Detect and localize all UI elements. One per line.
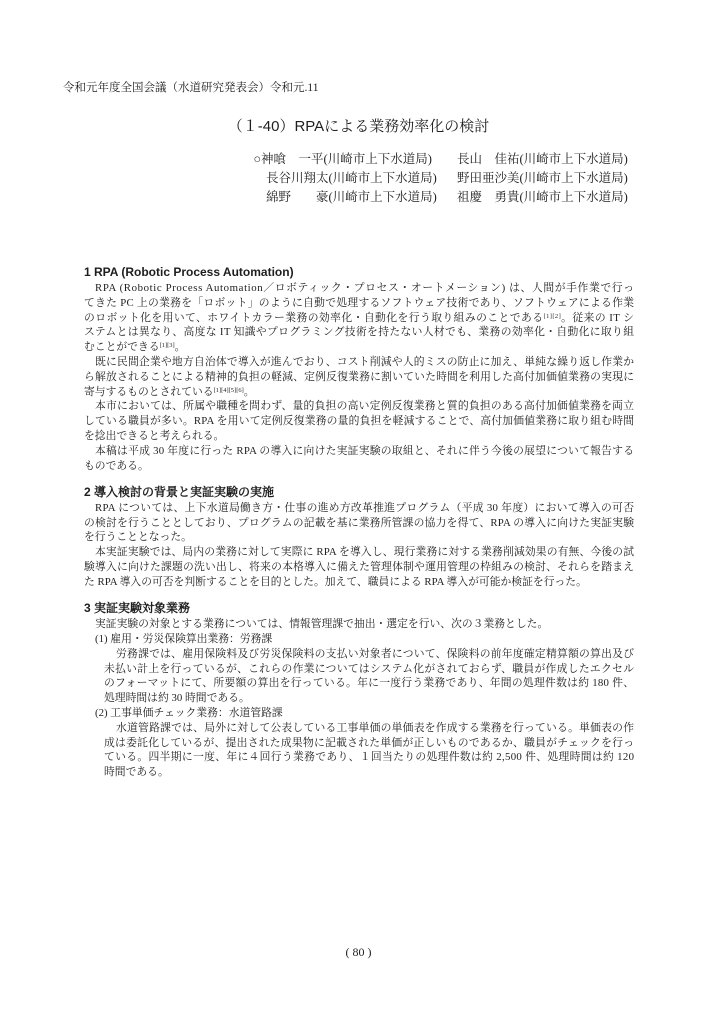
- author-name: 長谷川翔太(川崎市上下水道局): [266, 171, 437, 185]
- line-text: ている。四半期に一度、年に４回行う業務であり、１回当たりの処理件数は約 2,500 件、処理時間は約 120: [104, 751, 635, 764]
- body-text-line: [84, 617, 634, 632]
- author-name: 野田亜沙美(川崎市上下水道局): [457, 171, 628, 185]
- line-text: 時間である。: [104, 766, 169, 779]
- paragraph: [84, 399, 634, 443]
- line-text: 本稿は平成 30 年度に行った RPA の導入に向けた実証実験の取組と、それに伴う今後の展望について報告する: [95, 444, 635, 457]
- list-item: [84, 632, 634, 706]
- author-name: 綿野 豪(川崎市上下水道局): [266, 190, 437, 204]
- body-text-line: [84, 676, 634, 691]
- author-name: 祖慶 勇貴(川崎市上下水道局): [457, 190, 628, 204]
- section-heading: 2 導入検討の背景と実証実験の実施: [84, 484, 275, 499]
- body-text-line: [84, 459, 634, 474]
- line-text: 本実証実験では、局内の業務に対して実際に RPA を導入し、現行業務に対する業務削減効果の有無、今後の試: [95, 546, 635, 559]
- paragraph: [84, 281, 634, 355]
- citation-superscript: [1][3]: [159, 341, 175, 349]
- text-segment: 。: [174, 341, 186, 354]
- text-segment: のロボット化を用いて、ホワイトカラー業務の効率化・自動化を行う取り組みのことである: [84, 311, 544, 324]
- page-number: ( 80 ): [345, 945, 372, 959]
- line-text: た RPA 導入の可否を判断することを目的とした。加えて、職員による RPA 導入が可能か検証を行った。: [84, 575, 587, 588]
- paragraph: [84, 545, 634, 589]
- text-segment: 寄与するものとされている: [84, 385, 214, 398]
- line-text: ステムとは異なり、高度な IT 知識やプログラミング技術を持たない人材でも、業務の効率化・自動化に取り組: [84, 326, 635, 339]
- body-text-line: [84, 370, 634, 385]
- list-item-label: (1) 雇用・労災保険算出業務：労務課: [95, 632, 273, 645]
- line-text: ものである。: [84, 459, 149, 472]
- body-text-line: [84, 647, 634, 662]
- text-segment: 。: [243, 385, 255, 398]
- body-text-line: [84, 325, 634, 340]
- line-text: の検討を行うこととしており、プログラムの記載を基に業務所管課の協力を得て、RPA の導入に向けた実証実験: [84, 516, 635, 529]
- paragraph: [84, 617, 634, 632]
- body-text-line: [84, 691, 634, 706]
- body-text-line: [84, 662, 634, 677]
- body-text-line: [84, 414, 634, 429]
- line-text: のフォーマットにて、所要額の算出を行っている。年に一度行う業務であり、年間の処理件数は約 180 件、: [104, 677, 635, 690]
- section-heading: 3 実証実験対象業務: [84, 601, 191, 616]
- section-heading: 1 RPA (Robotic Process Automation): [84, 265, 294, 279]
- list-item-label: (2) 工事単価チェック業務：水道管路課: [95, 706, 283, 719]
- line-text: を捻出できると考えられる。: [84, 429, 225, 442]
- body-text-line: [84, 399, 634, 414]
- body-text-line: [84, 560, 634, 575]
- line-text: を行うこととなった。: [84, 531, 192, 544]
- line-text: [84, 340, 185, 355]
- body-text-line: [84, 296, 634, 311]
- text-segment: むことができる: [84, 341, 160, 354]
- author-name: 長山 佳祐(川崎市上下水道局): [457, 152, 628, 166]
- paper-title: （１-40）RPAによる業務効率化の検討: [227, 118, 490, 135]
- body-text-line: [84, 721, 634, 736]
- body-text-line: [84, 429, 634, 444]
- body-text-line: [84, 530, 634, 545]
- body-text-line: [84, 311, 634, 326]
- author-name: ○神喰 一平(川崎市上下水道局): [253, 152, 432, 166]
- list-item: [84, 706, 634, 780]
- body-text-line: [84, 385, 634, 400]
- line-text: RPA (Robotic Process Automation／ロボティック・プロセス・オートメーション) は、人間が手作業で行っ: [95, 282, 635, 294]
- line-text: している職員が多い。RPA を用いて定例反復業務の量的負担を軽減することで、高付加価値業務に取り組む時間: [84, 415, 635, 428]
- line-text: ら解放されることによる精神的負担の軽減、定例反復業務に割いていた時間を利用した高付加価値業務の実現に: [84, 370, 635, 383]
- paper-body: [84, 264, 634, 780]
- paragraph: [84, 501, 634, 545]
- line-text: 既に民間企業や地方自治体で導入が進んでおり、コスト削減や人的ミスの防止に加え、単純な繰り返し作業か: [95, 355, 635, 368]
- section-2: [84, 484, 634, 590]
- body-text-line: [84, 501, 634, 516]
- line-text: 水道管路課では、局外に対して公表している工事単価の単価表を作成する業務を行っている。単価表の作: [116, 721, 635, 734]
- section-1: [84, 264, 634, 473]
- body-text-line: [84, 736, 634, 751]
- body-text-line: [84, 545, 634, 560]
- body-text-line: [84, 281, 634, 296]
- body-text-line: [84, 516, 634, 531]
- line-text: 験導入に向けた課題の洗い出し、将来の本格導入に備えた管理体制や運用管理の枠組みの検討、それらを踏まえ: [84, 561, 635, 574]
- body-text-line: [84, 750, 634, 765]
- paragraph: [84, 444, 634, 474]
- line-text: 実証実験の対象とする業務については、情報管理課で抽出・選定を行い、次の３業務とした。: [95, 618, 549, 631]
- line-text: てきた PC 上の業務を「ロボット」のように自動で処理するソフトウェア技術であり、ソフトウェアによる作業: [84, 296, 635, 309]
- body-text-line: [84, 444, 634, 459]
- paragraph: [84, 355, 634, 399]
- line-text: 未払い計上を行っているが、これらの作業についてはシステム化がされておらず、職員が作成したエクセル: [104, 662, 635, 675]
- citation-superscript: [1][2]: [543, 312, 562, 320]
- body-text-line: [84, 575, 634, 590]
- running-head: 令和元年度全国会議（水道研究発表会）令和元.11: [63, 82, 319, 94]
- body-text-line: [84, 765, 634, 780]
- author-list: [253, 150, 628, 207]
- body-text-line: [84, 355, 634, 370]
- line-text: [84, 311, 634, 326]
- text-segment: 。従来の IT シ: [561, 311, 635, 324]
- line-text: RPA については、上下水道局働き方・仕事の進め方改革推進プログラム（平成 30 年度）において導入の可否: [95, 501, 635, 514]
- line-text: 労務課では、雇用保険料及び労災保険料の支払い対象者について、保険料の前年度確定精算額の算出及び: [116, 647, 635, 660]
- citation-superscript: [1][4][5][6]: [213, 386, 244, 394]
- line-text: 成は委託化しているが、提出された成果物に記載された単価が正しいものであるか、職員がチェックを行っ: [104, 736, 635, 749]
- line-text: [84, 385, 255, 400]
- line-text: 本市においては、所属や職種を問わず、量的負担の高い定例反復業務と質的負担のある高付加価値業務を両立: [95, 400, 635, 413]
- section-3: [84, 600, 634, 780]
- line-text: 処理時間は約 30 時間である。: [104, 692, 250, 705]
- body-text-line: [84, 340, 634, 355]
